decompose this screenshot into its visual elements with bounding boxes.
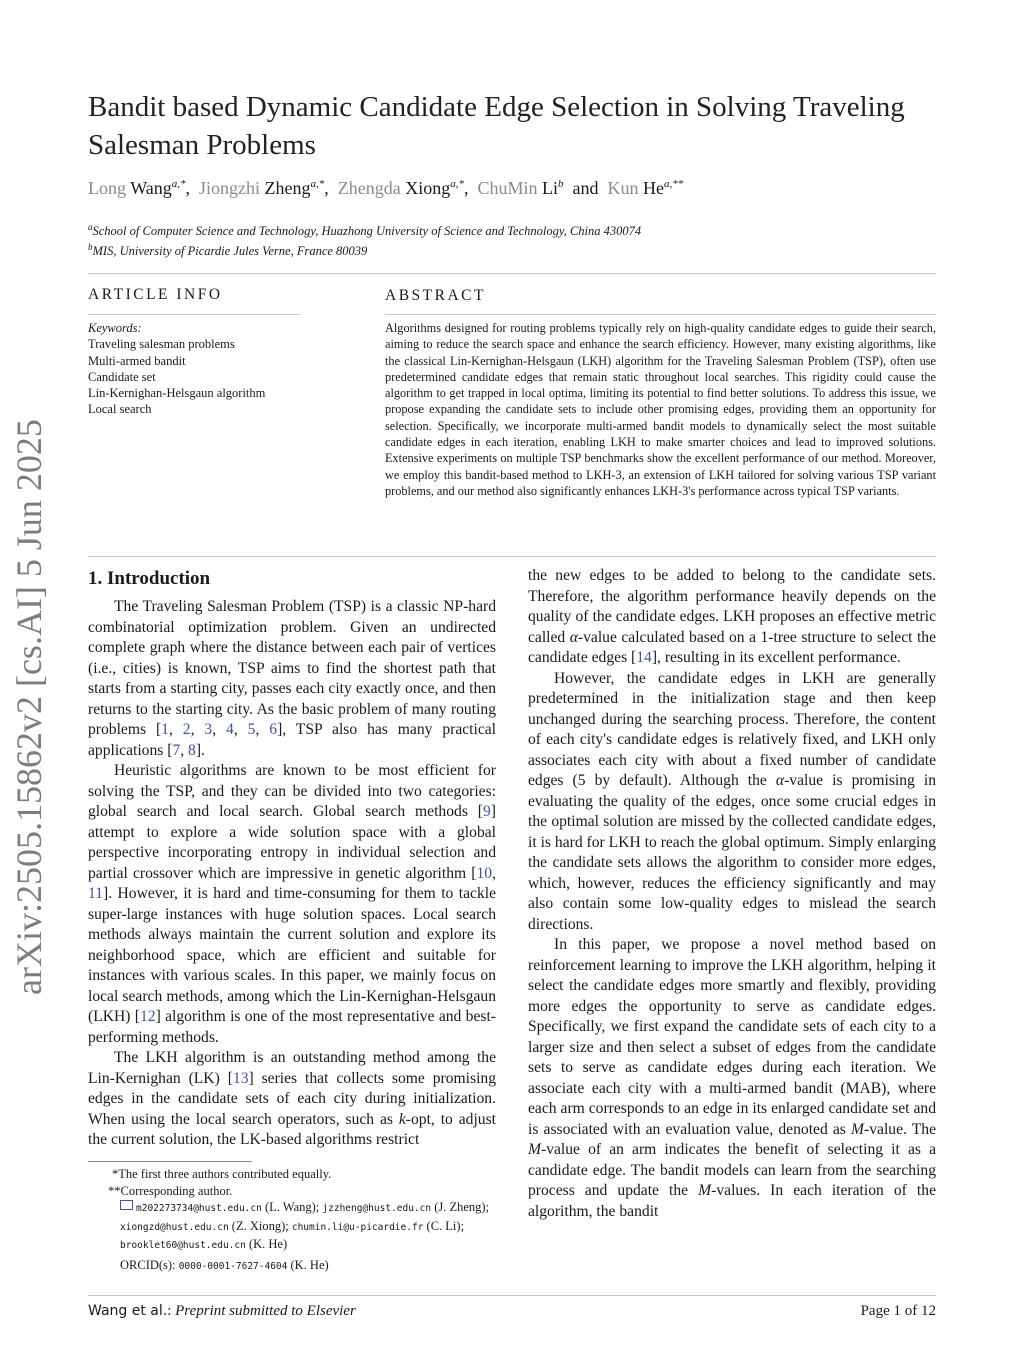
citation-link[interactable]: 4 [226,721,234,738]
paper-title: Bandit based Dynamic Candidate Edge Selection in Solving Traveling Salesman Problems [88,91,905,161]
keyword: Multi-armed bandit [88,353,186,368]
keyword: Local search [88,402,152,417]
citation-link[interactable]: 11 [88,885,104,902]
email-link[interactable]: chumin.li@u-picardie.fr [291,1221,424,1233]
footnote: **Corresponding author. [108,1183,233,1198]
author[interactable]: Zhengda Xiong$^{a,*}$ [337,178,464,198]
orcid-link[interactable]: 0000-0001-7627-4604 [178,1260,288,1272]
citation-link[interactable]: 8 [188,741,196,759]
divider [88,273,936,274]
author[interactable]: Jiongzhi Zheng$^{a,*}$ [198,178,325,198]
citation-link[interactable]: 2 [182,721,191,738]
citation-link[interactable]: 7 [172,741,181,759]
keyword: Traveling salesman problems [88,337,235,352]
orcid-footnote: ORCID(s): 0000-0001-7627-4604 (K. He) [120,1257,329,1272]
right-column [528,566,936,1222]
email-link[interactable]: jzzheng@hust.edu.cn [322,1203,432,1214]
citation-link[interactable]: 12 [139,1008,156,1025]
footer-left: Wang et al.: Preprint submitted to Elsevier [88,1303,356,1319]
divider [385,314,936,315]
email-icon [120,1200,133,1210]
paragraph: However, the candidate edges in LKH are generally predetermined in the initialization stage and then keep unchanged during the searching process. Therefore, the content of each city's candidate edges is relatively fixed, and LKH only associates each city with about a fixed number of candidate edges (5 by default). Although the α-value is promising in evaluating the quality of the edges, once some crucial edges in the optimal solution are missed by the collected candidate edges, it is hard for LKH to reach the global optimum. Simply enlarging the candidate sets allows the algorithm to consider more edges, which, however, reduces the efficiency significantly and may also contain some low-quality edges to mislead the search directions. [528,669,936,933]
affiliation: $^a$School of Computer Science and Technology, Huazhong University of Science and Technology, China 430074 [88,222,642,239]
divider [88,314,300,315]
author-list: Long Wang$^{a,*}$, Jiongzhi Zheng$^{a,*}$, Zhengda Xiong$^{a,*}$, ChuMin Li$^b$ and Kun $He^{a,**}$ [88,178,684,198]
footnote: *The first three authors contributed equally. [112,1167,332,1181]
keywords-label: Keywords: [88,321,142,335]
citation-link[interactable]: 13 [232,1069,249,1087]
footnotes [88,1166,498,1275]
article-info-heading: ARTICLE INFO [88,286,223,303]
keyword: Lin-Kernighan-Helsgaun algorithm [88,386,266,401]
paragraph: In this paper, we propose a novel method based on reinforcement learning to improve the LKH algorithm, helping it select the candidate edges more smartly and flexibly, providing more edges the opportunity to serve as candidate edges. Specifically, we first expand the candidate sets of each city to a larger size and then select a subset of edges from the candidate sets to serve as candidate edges during each iteration. We associate each city with a multi-armed bandit (MAB), where each arm corresponds to an edge in its enlarged candidate set and is associated with an evaluation value, denoted as M-value. The M-value of an arm indicates the benefit of selecting it as a candidate edge. The bandit models can learn from the searching process and update the M-values. In each iteration of the algorithm, the bandit [528,936,936,1220]
author[interactable]: ChuMin Li$^b$ [477,178,564,198]
affiliation: $^b$MIS, University of Picardie Jules Verne, France 80039 [88,242,368,259]
keywords-block [88,320,265,418]
abstract-heading: ABSTRACT [385,287,486,304]
author[interactable]: Long Wang$^{a,*}$ [88,178,186,198]
citation-link[interactable]: 10 [476,864,493,882]
email-footnote: m202273734@hust.edu.cn (L. Wang); jzzheng@hust.edu.cn (J. Zheng); xiongzd@hust.edu.cn (Z. Xiong); chumin.li@u-picardie.fr (C. Li); brooklet60@hust.edu.cn (K. He) [120,1200,490,1251]
paragraph: the new edges to be added to belong to the candidate sets. Therefore, the algorithm performance heavily depends on the quality of the candidate edges. LKH proposes an effective metric called α-value calculated based on a 1-tree structure to select the candidate edges [14], resulting in its excellent performance. [528,567,937,666]
email-link[interactable]: xiongzd@hust.edu.cn [120,1221,229,1233]
citation-link[interactable]: 14 [636,649,652,666]
paragraph: The LKH algorithm is an outstanding method among the Lin-Kernighan (LK) [13] series that collects some promising edges in the candidate sets of each city during initialization. When using the local search operators, such as k-opt, to adjust the current solution, the LK-based algorithms restrict [88,1049,496,1148]
citation-link[interactable]: 3 [204,721,213,738]
abstract-text: Algorithms designed for routing problems typically rely on high-quality candidate edges to guide their search, aiming to reduce the search space and enhance the search efficiency. However, many existing algorithms, like the classical Lin-Kernighan-Helsgaun (LKH) algorithm for the Traveling Salesman Problem (TSP), often use predetermined candidate edges that remain static throughout local searches. This rigidity could cause the algorithm to get trapped in local optima, limiting its potential to find better solutions. To address this issue, we propose expanding the candidate sets to include other promising edges, providing them an opportunity for selection. Specifically, we incorporate multi-armed bandit models to dynamically select the most suitable candidate edges in each iteration, enabling LKH to make smarter choices and lead to improved solutions. Extensive experiments on multiple TSP benchmarks show the excellent performance of our method. Moreover, we employ this bandit-based method to LKH-3, an extension of LKH tailored for solving various TSP variant problems, and our method also significantly enhances LKH-3's performance across typical TSP variants. [385,321,936,498]
citation-link[interactable]: 1 [161,721,169,738]
page-number: Page 1 of 12 [860,1303,936,1319]
paragraph: The Traveling Salesman Problem (TSP) is a classic NP-hard combinatorial optimization problem. Given an undirected complete graph where the distance between each pair of vertices (i.e., cities) is known, TSP aims to find the shortest path that starts from a starting city, passes each city exactly once, and then returns to the starting city. As the basic problem of many routing problems [1, 2, 3, 4, 5, 6], TSP also has many practical applications [7, 8]. [88,598,497,759]
keyword: Candidate set [88,369,156,384]
arxiv-stamp[interactable]: arXiv:2505.15862v2 [cs.AI] 5 Jun 2025 [9,419,49,995]
email-link[interactable]: brooklet60@hust.edu.cn [120,1240,246,1251]
paragraph: Heuristic algorithms are known to be most efficient for solving the TSP, and they can be divided into two categories: global search and local search. Global search methods [9] attempt to explore a wide solution space with a global perspective incorporating entropy in individual selection and partial crossover which are impressive in genetic algorithm [10, 11]. However, it is hard and time-consuming for them to tackle super-large instances with huge solution spaces. Local search methods always maintain the current solution and explore its neighborhood space, which are efficient and suitable for instances with various scales. In this paper, we mainly focus on local search methods, among which the Lin-Kernighan-Helsgaun (LKH) [12] algorithm is one of the most representative and best-performing methods. [88,762,496,1046]
author[interactable]: Kun $He^{a,**}$ [607,178,684,198]
email-link[interactable]: m202273734@hust.edu.cn [136,1203,262,1214]
citation-link[interactable]: 9 [483,803,491,820]
left-column [88,597,496,1151]
citation-link[interactable]: 6 [269,721,278,738]
divider [88,556,936,557]
footer-rule [88,1295,936,1296]
section-heading: 1. Introduction [88,568,211,589]
citation-link[interactable]: 5 [247,721,256,738]
footnote-rule [88,1161,252,1162]
